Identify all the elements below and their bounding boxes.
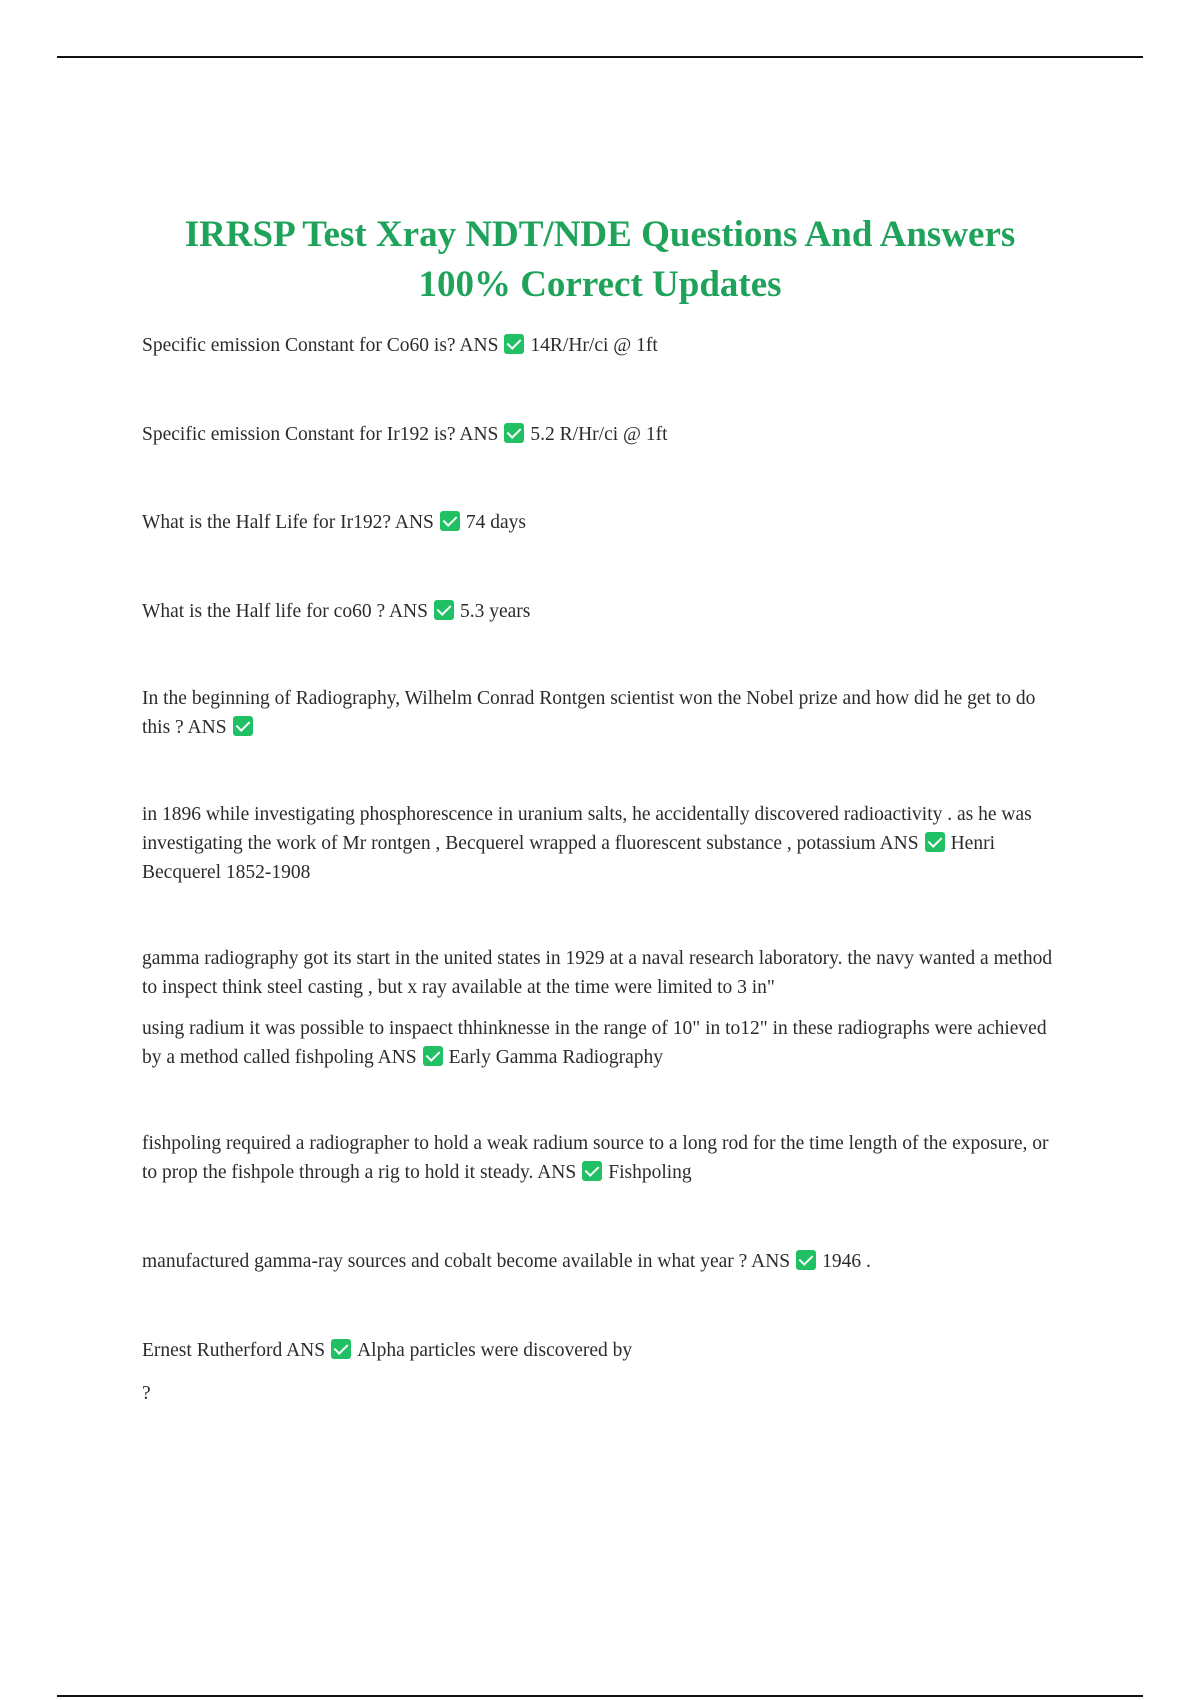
document-title [120,210,1080,310]
answer-text: Early Gamma Radiography [448,1047,664,1068]
question-text: in 1896 while investigating phosphorescence in uranium salts, he accidentally discovered radioactivity . as he was investigating the work of Mr rontgen , Becquerel wrapped a fluorescent substance , potassium [142,804,1032,854]
ans-label: ANS [377,1047,417,1068]
question-text-part-1: gamma radiography got its start in the united states in 1929 at a naval research laboratory. the navy wanted a method to inspect think steel casting , but x ray available at the time were limited to 3 in" [142,948,1053,998]
title-line-2: 100% Correct Updates [418,264,782,305]
answer-text: 14R/Hr/ci @ 1ft [530,335,658,356]
check-mark-icon [582,1161,602,1181]
check-mark-icon [233,716,253,736]
question-text: In the beginning of Radiography, Wilhelm Conrad Rontgen scientist won the Nobel prize and how did he get to do this ? [142,688,1036,738]
ans-label: ANS [751,1251,791,1272]
qa-item [142,508,1062,537]
question-text: What is the Half life for co60 ? [142,601,386,622]
check-mark-icon [796,1250,816,1270]
ans-label: ANS [459,335,499,356]
check-mark-icon [434,600,454,620]
bottom-rule [57,1695,1143,1697]
ans-label: ANS [286,1340,326,1361]
ans-label: ANS [388,601,428,622]
question-text: fishpoling required a radiographer to hold a weak radium source to a long rod for the time length of the exposure, or to prop the fishpole through a rig to hold it steady. [142,1133,1049,1183]
answer-text: 1946 . [822,1251,871,1272]
trailing-question-mark: ? [142,1383,151,1404]
answer-text: 74 days [465,512,527,533]
qa-item [142,1129,1062,1187]
ans-label: ANS [537,1162,577,1183]
ans-label: ANS [394,512,434,533]
check-mark-icon [925,832,945,852]
ans-label: ANS [187,717,227,738]
check-mark-icon [423,1046,443,1066]
title-line-1: IRRSP Test Xray NDT/NDE Questions And Answers [184,214,1016,255]
answer-text: 5.3 years [459,601,531,622]
question-text: Specific emission Constant for Co60 is? [142,335,456,356]
qa-item [142,420,1062,449]
answer-text: 5.2 R/Hr/ci @ 1ft [530,424,668,445]
answer-text: Alpha particles were discovered by [357,1340,633,1361]
qa-item [142,800,1062,887]
check-mark-icon [504,423,524,443]
qa-item [142,684,1062,742]
qa-item [142,944,1062,1072]
answer-text: Fishpoling [608,1162,692,1183]
qa-item [142,1336,1062,1408]
ans-label: ANS [879,833,919,854]
check-mark-icon [504,334,524,354]
qa-item [142,331,1062,360]
question-text: What is the Half Life for Ir192? [142,512,392,533]
question-text: manufactured gamma-ray sources and cobalt become available in what year ? [142,1251,748,1272]
top-rule [57,56,1143,58]
qa-item [142,1247,1062,1276]
question-text: Ernest Rutherford [142,1340,283,1361]
qa-item [142,597,1062,626]
ans-label: ANS [459,424,499,445]
answer-text: Henri Becquerel 1852-1908 [142,833,995,883]
check-mark-icon [331,1339,351,1359]
question-text: Specific emission Constant for Ir192 is? [142,424,456,445]
question-text-part-2: using radium it was possible to inspaect thhinknesse in the range of 10" in to12" in these radiographs were achieved by a method called fishpoling [142,1018,1047,1068]
check-mark-icon [440,511,460,531]
